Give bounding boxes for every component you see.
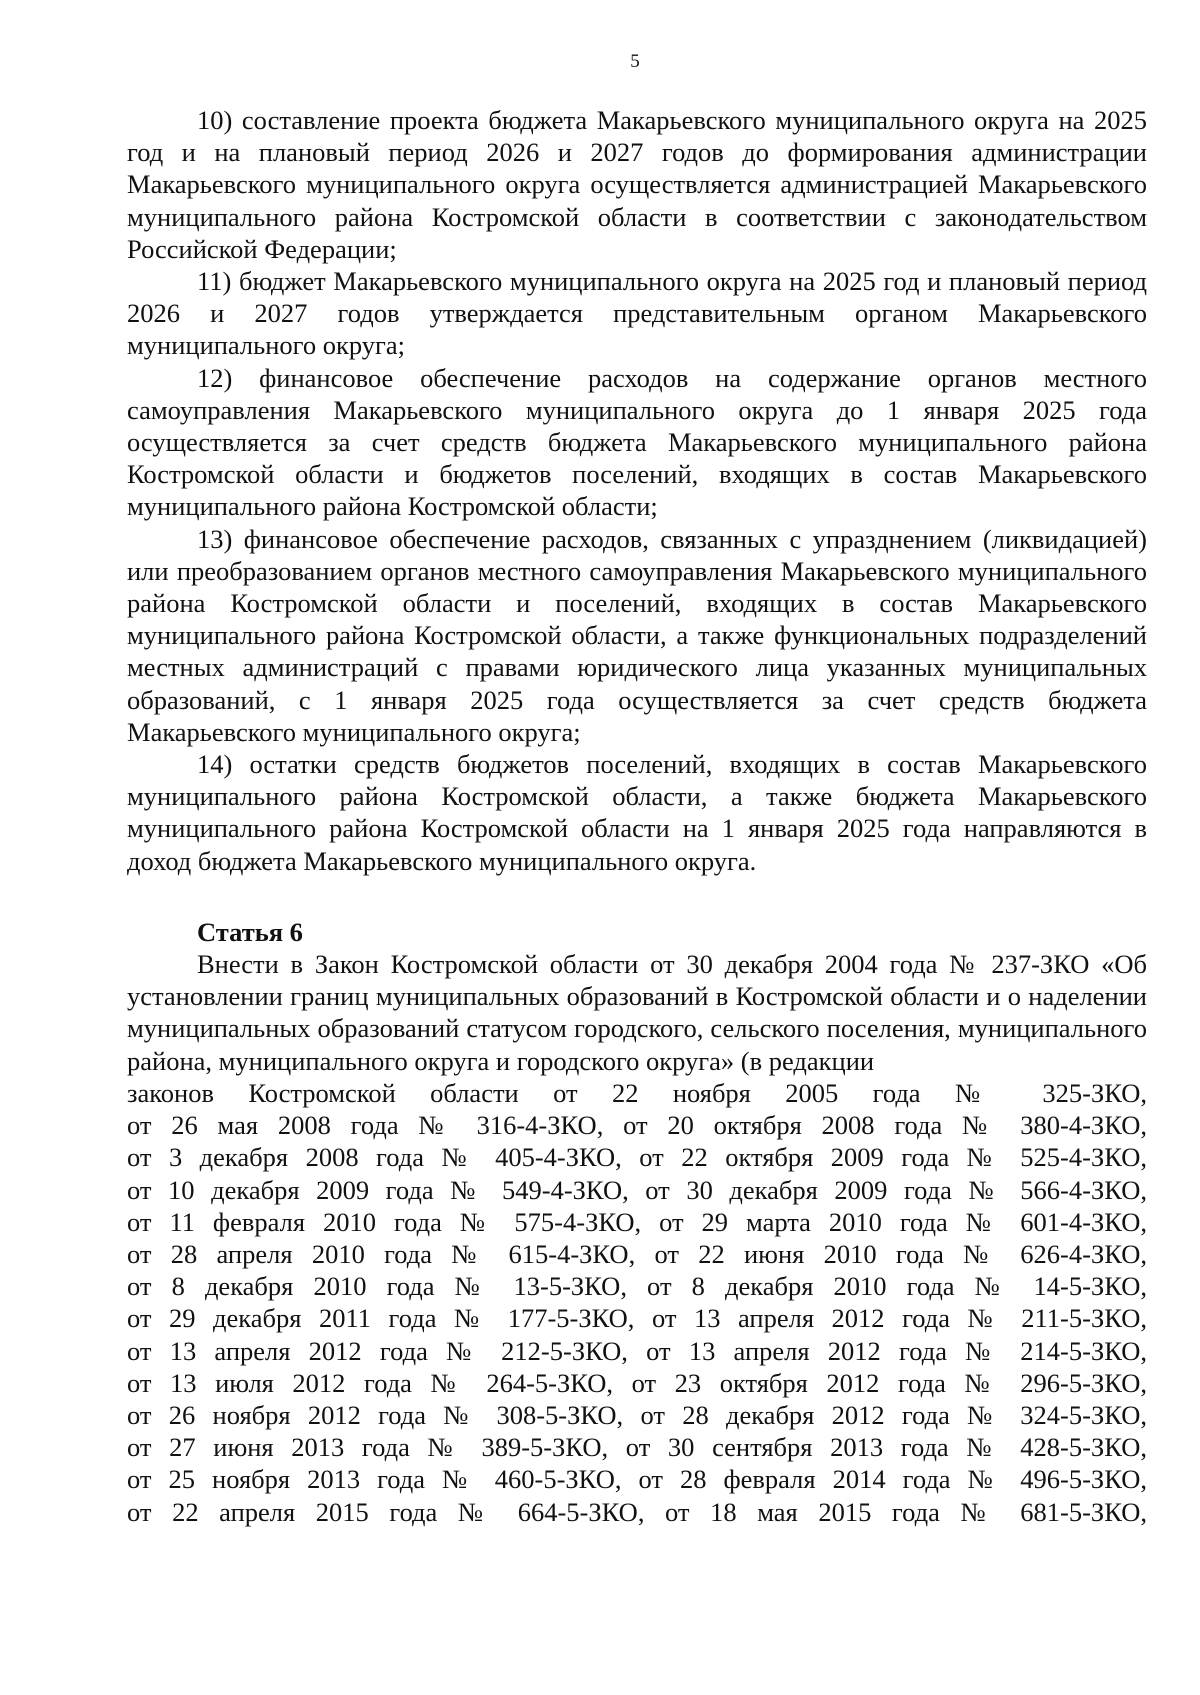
- item-10: 10) составление проекта бюджета Макарьевского муниципального округа на 2025 год и на плановый период 2026 и 2027 годов до формирования администрации Макарьевского муниципального округа осуществляется администрацией Макарьевского муниципального района Костромской области в соответствии с законодательством Российской Федерации;: [127, 105, 1147, 264]
- amendment-line: от 11 февраля 2010 года № 575-4-ЗКО, от 29 марта 2010 года № 601-4-ЗКО,: [127, 1206, 1147, 1237]
- article-6-intro: Внести в Закон Костромской области от 30 декабря 2004 года № 237-ЗКО «Об установлении границ муниципальных образований в Костромской области и о наделении муниципальных образований статусом городского, сельского поселения, муниципального района, муниципального округа и городского округа» (в редакции: [127, 949, 1147, 1076]
- amendment-line: от 8 декабря 2010 года № 13-5-ЗКО, от 8 декабря 2010 года № 14-5-ЗКО,: [127, 1271, 1147, 1302]
- amendment-line: от 26 ноября 2012 года № 308-5-ЗКО, от 28 декабря 2012 года № 324-5-ЗКО,: [127, 1399, 1147, 1430]
- amendment-line: от 10 декабря 2009 года № 549-4-ЗКО, от 30 декабря 2009 года № 566-4-ЗКО,: [127, 1174, 1147, 1205]
- page-number: 5: [630, 51, 640, 72]
- item-13: 13) финансовое обеспечение расходов, связанных с упразднением (ликвидацией) или преобразованием органов местного самоуправления Макарьевского муниципального района Костромской области и поселений, входящих в состав Макарьевского муниципального района Костромской области, а также функциональных подразделений местных администраций с правами юридического лица указанных муниципальных образований, с 1 января 2025 года осуществляется за счет средств бюджета Макарьевского муниципального округа;: [127, 523, 1147, 747]
- item-14: 14) остатки средств бюджетов поселений, входящих в состав Макарьевского муниципального района Костромской области, а также бюджета Макарьевского муниципального района Костромской области на 1 января 2025 года направляются в доход бюджета Макарьевского муниципального округа.: [127, 749, 1147, 876]
- article-6-heading: Статья 6: [197, 916, 303, 947]
- item-11: 11) бюджет Макарьевского муниципального округа на 2025 год и плановый период 2026 и 2027 годов утверждается представительным органом Макарьевского муниципального округа;: [127, 266, 1147, 361]
- amendment-line: от 22 апреля 2015 года № 664-5-ЗКО, от 18 мая 2015 года № 681-5-ЗКО,: [127, 1496, 1147, 1527]
- document-body: [127, 104, 1147, 1528]
- amendment-line: от 27 июня 2013 года № 389-5-ЗКО, от 30 сентября 2013 года № 428-5-ЗКО,: [127, 1432, 1147, 1463]
- amendment-line: от 13 июля 2012 года № 264-5-ЗКО, от 23 октября 2012 года № 296-5-ЗКО,: [127, 1367, 1147, 1398]
- amendment-line: законов Костромской области от 22 ноября 2005 года № 325-ЗКО,: [127, 1077, 1147, 1108]
- amendment-line: от 13 апреля 2012 года № 212-5-ЗКО, от 13 апреля 2012 года № 214-5-ЗКО,: [127, 1335, 1147, 1366]
- amendment-line: от 25 ноября 2013 года № 460-5-ЗКО, от 28 февраля 2014 года № 496-5-ЗКО,: [127, 1464, 1147, 1495]
- amendment-line: от 29 декабря 2011 года № 177-5-ЗКО, от 13 апреля 2012 года № 211-5-ЗКО,: [127, 1303, 1147, 1334]
- amendment-line: от 28 апреля 2010 года № 615-4-ЗКО, от 22 июня 2010 года № 626-4-ЗКО,: [127, 1238, 1147, 1269]
- amendment-line: от 26 мая 2008 года № 316-4-ЗКО, от 20 октября 2008 года № 380-4-ЗКО,: [127, 1110, 1147, 1141]
- amendment-line: от 3 декабря 2008 года № 405-4-ЗКО, от 22 октября 2009 года № 525-4-ЗКО,: [127, 1142, 1147, 1173]
- amendment-list: [127, 1077, 1147, 1528]
- item-12: 12) финансовое обеспечение расходов на содержание органов местного самоуправления Макарьевского муниципального округа до 1 января 2025 года осуществляется за счет средств бюджета Макарьевского муниципального района Костромской области и бюджетов поселений, входящих в состав Макарьевского муниципального района Костромской области;: [127, 362, 1147, 522]
